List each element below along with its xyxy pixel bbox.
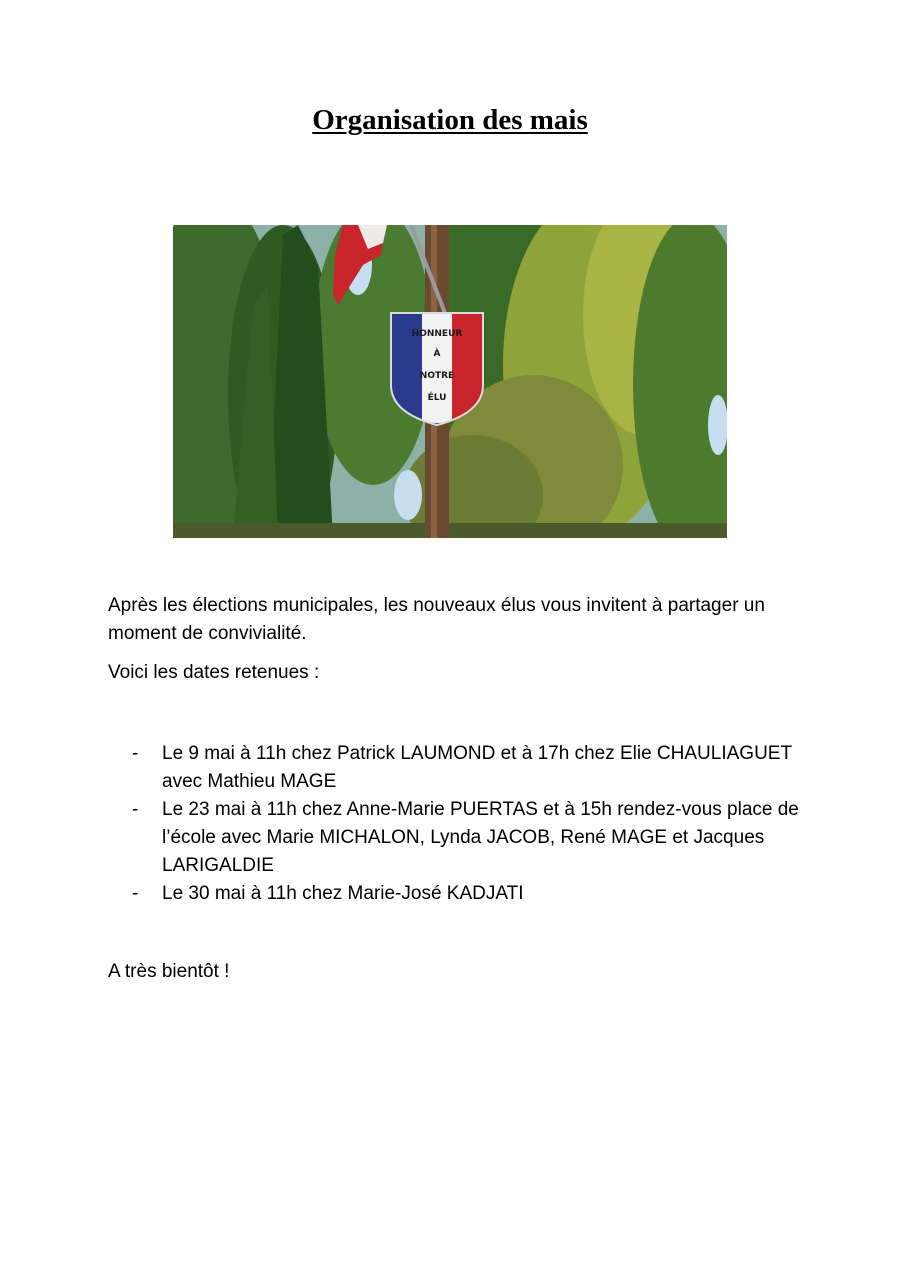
list-item-text: Le 23 mai à 11h chez Anne-Marie PUERTAS et à 15h rendez-vous place de l’école avec Marie MICHALON, Lynda JACOB, René MAGE et Jacques LARIGALDIE <box>162 799 799 876</box>
intro-paragraph: Après les élections municipales, les nouveaux élus vous invitent à partager un moment de convivialité. <box>108 595 765 644</box>
list-marker: - <box>132 799 139 820</box>
closing-line: A très bientôt ! <box>108 961 230 982</box>
list-item <box>108 796 808 880</box>
list-item-text: Le 9 mai à 11h chez Patrick LAUMOND et à 17h chez Elie CHAULIAGUET avec Mathieu MAGE <box>162 743 792 792</box>
list-marker: - <box>132 743 139 764</box>
document-title: Organisation des mais <box>312 104 588 136</box>
dates-list <box>108 740 808 908</box>
shield-line-1: HONNEUR <box>411 329 463 339</box>
shield-line-4: ÉLU <box>427 393 447 403</box>
shield-line-2: À <box>433 349 441 359</box>
list-item-text: Le 30 mai à 11h chez Marie-José KADJATI <box>162 883 524 904</box>
flag-shield-photo <box>173 225 727 538</box>
dates-intro: Voici les dates retenues : <box>108 662 320 683</box>
shield-line-3: NOTRE <box>419 371 455 381</box>
list-marker: - <box>132 883 139 904</box>
list-item <box>108 880 808 908</box>
list-item <box>108 740 808 796</box>
